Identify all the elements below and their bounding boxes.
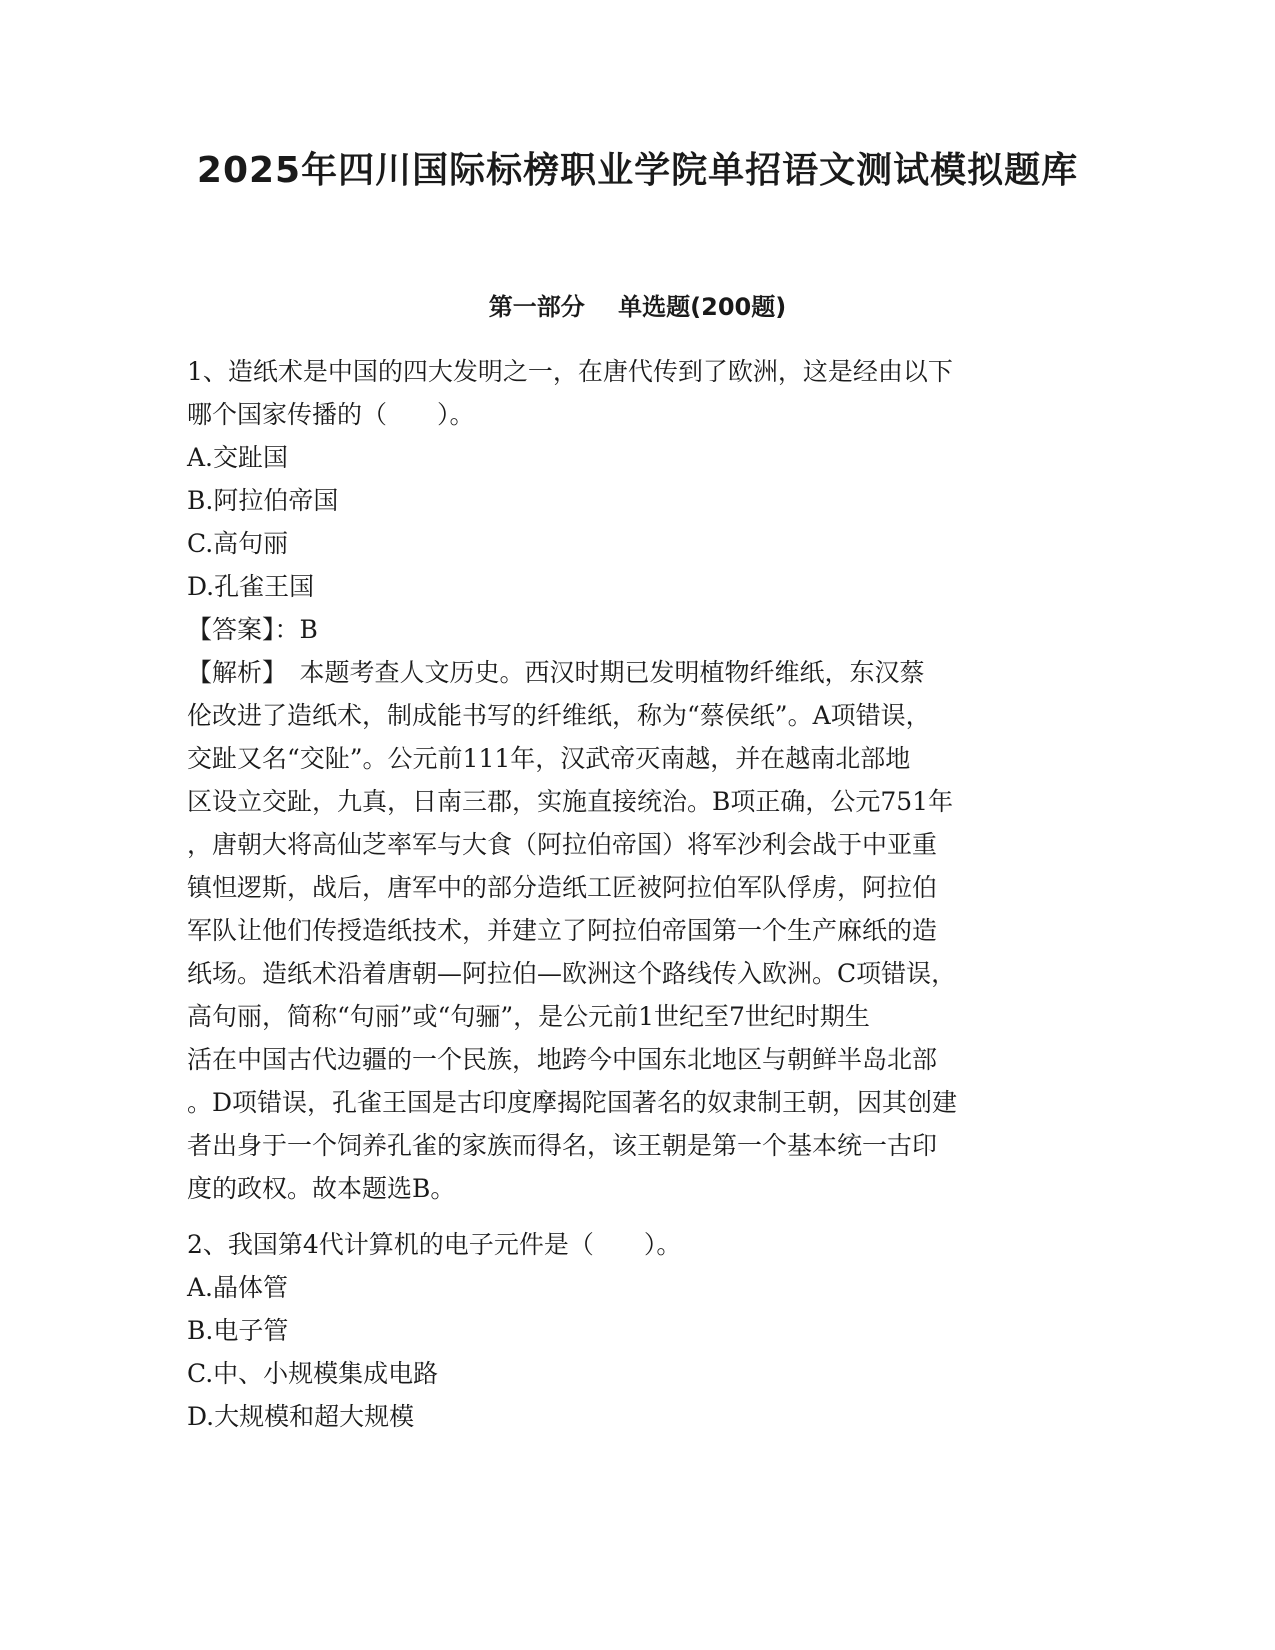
option-a: A.晶体管: [187, 1273, 289, 1302]
option-c: C.高句丽: [187, 529, 289, 558]
question-list: [187, 350, 1087, 1438]
analysis-line: 镇怛逻斯，战后，唐军中的部分造纸工匠被阿拉伯军队俘虏，阿拉伯: [187, 873, 938, 902]
analysis-line: 纸场。造纸术沿着唐朝—阿拉伯—欧洲这个路线传入欧洲。C项错误，: [187, 959, 957, 988]
question-stem: [187, 1223, 1087, 1266]
option-list: [187, 1266, 1087, 1438]
question-spacer: [187, 1210, 1087, 1223]
option-a: A.交趾国: [187, 443, 289, 472]
section-title: 第一部分 单选题(200题): [488, 293, 787, 321]
document-title: 2025年四川国际标榜职业学院单招语文测试模拟题库: [196, 150, 1079, 191]
analysis-line: 活在中国古代边疆的一个民族，地跨今中国东北地区与朝鲜半岛北部: [187, 1045, 938, 1074]
question-2: [187, 1223, 1087, 1438]
answer-line: 【答案】：B: [187, 615, 318, 644]
analysis-line: ，唐朝大将高仙芝率军与大食（阿拉伯帝国）将军沙利会战于中亚重: [187, 830, 938, 859]
analysis-line: 交趾又名“交阯”。公元前111年，汉武帝灭南越，并在越南北部地: [187, 744, 911, 773]
analysis-line: 。D项错误，孔雀王国是古印度摩揭陀国著名的奴隶制王朝，因其创建: [187, 1088, 958, 1117]
option-b: B.阿拉伯帝国: [187, 486, 339, 515]
option-d: D.孔雀王国: [187, 572, 315, 601]
option-b: B.电子管: [187, 1316, 289, 1345]
analysis-line: 军队让他们传授造纸技术，并建立了阿拉伯帝国第一个生产麻纸的造: [187, 916, 938, 945]
question-stem: [187, 350, 1087, 436]
stem-line: 哪个国家传播的（ ）。: [187, 400, 475, 429]
analysis-line: 区设立交趾，九真，日南三郡，实施直接统治。B项正确，公元751年: [187, 787, 954, 816]
option-d: D.大规模和超大规模: [187, 1402, 415, 1431]
analysis-block: [187, 651, 1087, 1210]
analysis-line: 【解析】 本题考查人文历史。西汉时期已发明植物纤维纸，东汉蔡: [187, 658, 925, 687]
analysis-line: 高句丽，简称“句丽”或“句骊”，是公元前1世纪至7世纪时期生: [187, 1002, 870, 1031]
option-list: [187, 436, 1087, 608]
option-c: C.中、小规模集成电路: [187, 1359, 439, 1388]
stem-line: 1、造纸术是中国的四大发明之一，在唐代传到了欧洲，这是经由以下: [187, 357, 953, 386]
analysis-line: 伦改进了造纸术，制成能书写的纤维纸，称为“蔡侯纸”。A项错误，: [187, 701, 931, 730]
stem-line: 2、我国第4代计算机的电子元件是（ ）。: [187, 1230, 682, 1259]
question-1: [187, 350, 1087, 1210]
analysis-line: 者出身于一个饲养孔雀的家族而得名，该王朝是第一个基本统一古印: [187, 1131, 938, 1160]
analysis-line: 度的政权。故本题选B。: [187, 1174, 456, 1203]
